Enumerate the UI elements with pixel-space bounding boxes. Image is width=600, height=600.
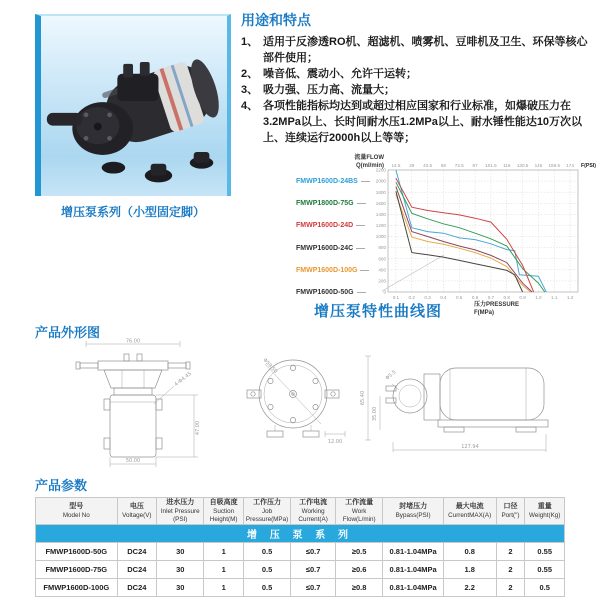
params-section-title: 产品参数 [35, 478, 88, 493]
drawing-front-view [76, 339, 201, 468]
legend-label: FMWP1600D-100G [296, 266, 358, 274]
svg-text:76.00: 76.00 [125, 338, 141, 345]
features-title: 用途和特点 [241, 12, 311, 28]
svg-text:800: 800 [378, 245, 386, 251]
table-header-cell: 重量 Weight(Kg) [525, 498, 565, 525]
table-cell: 0.5 [525, 579, 565, 597]
svg-text:174: 174 [566, 163, 574, 168]
table-cell: 30 [157, 579, 204, 597]
chart-title: 增压泵特性曲线图 [314, 303, 443, 320]
table-cell: ≥0.8 [335, 579, 382, 597]
legend-label: FMWP1800D-75G [296, 200, 354, 208]
table-cell: 2 [496, 561, 525, 579]
svg-text:0.3: 0.3 [424, 295, 431, 300]
table-header-cell: 自吸高度 Suction Height(M) [204, 498, 243, 525]
table-cell: 0.5 [243, 543, 290, 561]
table-cell: DC24 [117, 579, 156, 597]
feature-text: 噪音低、震动小、允许干运转； [263, 67, 417, 80]
legend-item [296, 178, 370, 185]
legend-label: FMWP1600D-24BS [296, 178, 358, 185]
table-row [36, 543, 565, 561]
table-cell: 0.55 [525, 543, 565, 561]
table-cell: FMWP1600D-50G [36, 543, 118, 561]
product-series-caption: 增压泵系列（小型固定脚） [60, 205, 205, 219]
svg-text:50.00: 50.00 [125, 458, 141, 464]
series-line-FMWP1600D-24BS [396, 170, 546, 292]
svg-text:1600: 1600 [375, 200, 386, 206]
svg-text:0.7: 0.7 [487, 295, 495, 300]
svg-text:159.5: 159.5 [548, 163, 560, 168]
table-cell: 2 [496, 579, 525, 597]
svg-text:1.1: 1.1 [551, 295, 558, 300]
table-row [36, 561, 565, 579]
table-cell: 0.8 [443, 543, 496, 561]
table-header-cell: 工作电流 Working Current(A) [291, 498, 336, 525]
feature-text: 适用于反渗透RO机、超滤机、喷雾机、豆啡机及卫生、环保等核心部件使用； [263, 36, 588, 64]
svg-text:0.5: 0.5 [456, 295, 463, 300]
svg-text:0.2: 0.2 [408, 295, 415, 300]
params-table [35, 497, 565, 597]
svg-text:400: 400 [378, 267, 386, 273]
svg-text:35.00: 35.00 [372, 406, 378, 422]
table-cell: FMWP1600D-75G [36, 561, 118, 579]
feature-text: 吸力强、压力高、流量大； [263, 83, 395, 96]
drawing-side-view [360, 356, 548, 452]
legend-item [296, 200, 370, 207]
table-header-cell: 最大电流 CurrentMAX(A) [443, 498, 496, 525]
table-cell: ≥0.6 [335, 561, 382, 579]
table-header-cell: 口径 Port(") [496, 498, 525, 525]
svg-text:600: 600 [378, 256, 386, 262]
table-header-cell: 工作流量 Work Flow(L/min) [335, 498, 382, 525]
table-header-cell: 进水压力 Inlet Pressure (PSI) [157, 498, 204, 525]
svg-text:1800: 1800 [375, 189, 386, 195]
table-header-cell: 工作压力 Job Pressure(MPa) [243, 498, 290, 525]
feature-item [241, 35, 595, 67]
table-header-row [36, 498, 565, 525]
svg-text:1200: 1200 [375, 223, 386, 229]
feature-number: 2、 [241, 67, 259, 80]
svg-text:0.4: 0.4 [440, 295, 447, 300]
svg-text:2200: 2200 [375, 167, 386, 173]
table-cell: 2 [496, 543, 525, 561]
table-cell: 0.81-1.04MPa [383, 543, 444, 561]
table-cell: 0.5 [243, 579, 290, 597]
legend-item [296, 267, 370, 274]
table-cell: DC24 [117, 543, 156, 561]
outline-drawings [28, 334, 573, 474]
table-cell: 30 [157, 543, 204, 561]
chart-legend [296, 178, 370, 296]
svg-text:0.8: 0.8 [503, 295, 510, 300]
feature-number: 3、 [241, 83, 259, 96]
table-cell: 1 [204, 543, 243, 561]
table-header-cell: 型号 Model No [36, 498, 118, 525]
svg-text:101.5: 101.5 [485, 163, 497, 168]
svg-text:130.5: 130.5 [516, 163, 529, 168]
series-line-FMWP1600D-100G [396, 194, 531, 292]
feature-item [241, 99, 595, 147]
svg-text:72.5: 72.5 [454, 163, 464, 168]
svg-text:58: 58 [440, 163, 446, 168]
features-list [241, 35, 595, 147]
table-band-label: 增 压 泵 系 列 [36, 525, 565, 543]
svg-text:12.00: 12.00 [327, 439, 343, 445]
legend-item [296, 222, 370, 229]
svg-text:0.1: 0.1 [392, 295, 400, 300]
table-header-cell: 封堵压力 Bypass(PSI) [383, 498, 444, 525]
svg-text:0.6: 0.6 [471, 295, 479, 300]
features-section [241, 10, 595, 147]
table-cell: ≤0.7 [291, 543, 336, 561]
svg-text:200: 200 [378, 278, 386, 284]
product-photo-panel [35, 14, 231, 196]
table-header-cell: 电压 Voltage(V) [117, 498, 156, 525]
table-band-row [36, 525, 565, 543]
svg-text:87: 87 [472, 163, 478, 168]
table-cell: 0.81-1.04MPa [383, 561, 444, 579]
pump-illustration [47, 54, 225, 182]
table-cell: 0.81-1.04MPa [383, 579, 444, 597]
svg-text:43.5: 43.5 [423, 163, 433, 168]
svg-text:14.5: 14.5 [391, 163, 401, 168]
drawing-end-view [247, 357, 345, 445]
table-cell: 0.5 [243, 561, 290, 579]
svg-text:127.94: 127.94 [461, 444, 479, 450]
table-cell: 30 [157, 561, 204, 579]
outline-section-title: 产品外形图 [35, 325, 101, 340]
svg-text:0.9: 0.9 [519, 295, 526, 300]
legend-item [296, 245, 370, 252]
feature-item [241, 83, 595, 99]
svg-text:29: 29 [409, 163, 415, 168]
legend-label: FMWP1600D-24C [296, 244, 354, 252]
chart-y-axis-label: 流量FLOW Q(ml/min) [354, 155, 384, 169]
series-line-FMWP1600D-24C [396, 187, 532, 292]
product-photo [41, 16, 227, 196]
svg-text:145: 145 [534, 163, 543, 168]
table-cell: 1.8 [443, 561, 496, 579]
feature-text: 各项性能指标均达到或超过相应国家和行业标准，如爆破压力在3.2MPa以上、长时间耐水压1.2MPa以上、耐水锤性能达10万次以上、连续运行2000h以上等等； [263, 99, 583, 144]
svg-text:116: 116 [503, 163, 511, 168]
svg-text:0: 0 [383, 289, 386, 295]
chart-section [292, 154, 598, 324]
feature-number: 1、 [241, 36, 259, 48]
svg-text:47.00: 47.00 [195, 420, 201, 436]
table-cell: FMWP1600D-100G [36, 579, 118, 597]
svg-text:1000: 1000 [375, 234, 386, 240]
table-cell: 2.2 [443, 579, 496, 597]
table-cell: 1 [204, 579, 243, 597]
legend-label: FMWP1600D-24D [296, 222, 354, 230]
table-cell: ≤0.7 [291, 561, 336, 579]
legend-label: FMWP1600D-50G [296, 288, 354, 296]
table-cell: ≥0.5 [335, 543, 382, 561]
svg-text:Φ5.5: Φ5.5 [384, 369, 398, 382]
svg-text:2000: 2000 [375, 178, 386, 184]
svg-text:1400: 1400 [375, 211, 386, 217]
table-cell: ≤0.7 [291, 579, 336, 597]
table-row [36, 579, 565, 597]
feature-item [241, 67, 595, 83]
svg-text:1.2: 1.2 [566, 295, 574, 300]
svg-text:1.0: 1.0 [535, 295, 542, 300]
table-cell: 0.55 [525, 561, 565, 579]
svg-text:Φ59.50: Φ59.50 [261, 357, 279, 375]
table-cell: DC24 [117, 561, 156, 579]
svg-text:4-Φ4.45: 4-Φ4.45 [173, 370, 193, 388]
svg-text:65.40: 65.40 [360, 390, 366, 406]
chart-x-axis-label: 压力PRESSURE F(MPa) [474, 302, 520, 316]
legend-item [296, 289, 370, 296]
series-line-FMWP1600D-24D [396, 178, 534, 292]
table-cell: 1 [204, 561, 243, 579]
svg-text:F(PSI): F(PSI) [581, 163, 596, 169]
feature-number: 4、 [241, 99, 259, 112]
